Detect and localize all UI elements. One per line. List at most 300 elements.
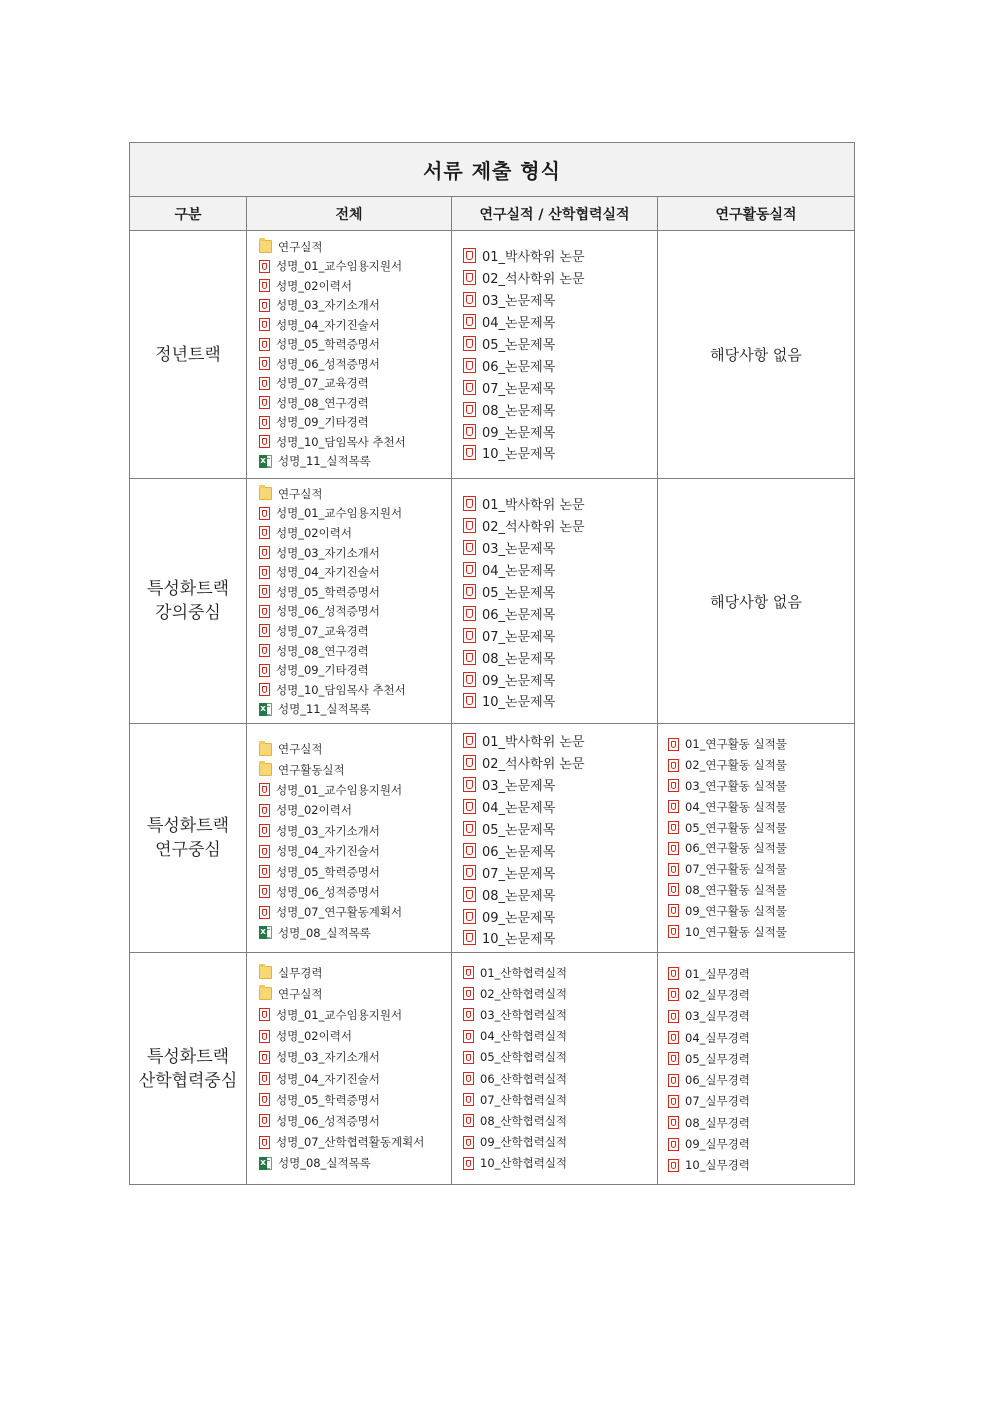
pdf-icon — [463, 777, 476, 792]
file-item — [452, 245, 657, 267]
file-name: 06_연구활동 실적물 — [685, 841, 787, 856]
file-item — [247, 393, 451, 413]
file-name: 성명_09_기타경력 — [276, 663, 369, 678]
file-name: 성명_09_기타경력 — [276, 415, 369, 430]
file-name: 10_산학협력실적 — [480, 1156, 568, 1171]
all-file-list — [247, 231, 451, 471]
excel-icon — [259, 1157, 272, 1170]
file-name: 07_논문제목 — [482, 629, 556, 645]
file-item — [247, 821, 451, 841]
excel-icon — [259, 455, 272, 468]
track-name-line: 산학협력중심 — [138, 1070, 238, 1091]
pdf-icon — [259, 1072, 270, 1085]
file-name: 01_연구활동 실적물 — [685, 737, 787, 752]
file-name: 04_논문제목 — [482, 801, 556, 817]
track-row — [130, 231, 855, 479]
pdf-icon — [259, 507, 270, 520]
pdf-icon — [668, 821, 679, 834]
file-item — [247, 739, 451, 759]
file-name: 04_실무경력 — [685, 1030, 750, 1045]
file-name: 06_논문제목 — [482, 359, 556, 375]
file-item — [247, 983, 451, 1004]
track-name-line: 특성화트랙 — [146, 1046, 230, 1067]
file-name: 01_박사학위 논문 — [482, 250, 585, 266]
pdf-icon — [463, 966, 474, 979]
all-file-list — [247, 953, 451, 1174]
file-item — [658, 838, 854, 859]
pdf-icon — [668, 738, 679, 751]
file-name: 성명_06_성적증명서 — [276, 884, 380, 899]
file-name: 06_실무경력 — [685, 1073, 750, 1088]
pdf-icon — [463, 518, 476, 533]
file-item — [452, 493, 657, 515]
pdf-icon — [259, 783, 270, 796]
file-item — [452, 752, 657, 774]
header-all: 전체 — [247, 197, 452, 231]
file-item — [452, 267, 657, 289]
file-name: 성명_07_교육경력 — [276, 623, 369, 638]
file-item — [658, 1069, 854, 1090]
pdf-icon — [259, 1051, 270, 1064]
folder-icon — [259, 487, 272, 500]
pdf-icon — [668, 883, 679, 896]
pdf-icon — [668, 863, 679, 876]
file-name: 05_산학협력실적 — [480, 1050, 568, 1065]
file-item — [247, 602, 451, 622]
pdf-icon — [463, 693, 476, 708]
pdf-icon — [463, 248, 476, 263]
file-name: 06_논문제목 — [482, 607, 556, 623]
file-item — [452, 774, 657, 796]
folder-icon — [259, 763, 272, 776]
pdf-icon — [668, 1074, 679, 1087]
pdf-icon — [259, 526, 270, 539]
pdf-icon — [463, 402, 476, 417]
pdf-icon — [668, 1159, 679, 1172]
file-item — [452, 905, 657, 927]
track-name-cell — [130, 953, 247, 1185]
track-name-cell — [130, 231, 247, 479]
pdf-icon — [463, 584, 476, 599]
pdf-icon — [259, 1136, 270, 1149]
file-item — [247, 237, 451, 257]
pdf-icon — [259, 357, 270, 370]
file-item — [247, 962, 451, 983]
file-name: 성명_10_담임목사 추천서 — [276, 434, 406, 449]
file-name: 01_박사학위 논문 — [482, 735, 585, 751]
folder-icon — [259, 966, 272, 979]
file-item — [452, 1068, 657, 1089]
file-name: 09_실무경력 — [685, 1137, 750, 1152]
file-name: 성명_07_연구활동계획서 — [276, 905, 403, 920]
file-item — [658, 817, 854, 838]
file-item — [658, 900, 854, 921]
activities-file-list — [658, 724, 854, 942]
file-item — [452, 289, 657, 311]
results-file-list — [452, 231, 657, 464]
pdf-icon — [668, 1095, 679, 1108]
file-name: 10_논문제목 — [482, 695, 556, 711]
pdf-icon — [259, 416, 270, 429]
file-name: 04_논문제목 — [482, 316, 556, 332]
file-name: 성명_01_교수임용지원서 — [276, 1007, 403, 1022]
track-name-line: 정년트랙 — [155, 344, 221, 365]
activities-none-cell — [658, 231, 855, 479]
activities-cell — [658, 953, 855, 1185]
file-item — [247, 1026, 451, 1047]
pdf-icon — [259, 605, 270, 618]
file-item — [247, 923, 451, 943]
all-files-cell — [247, 231, 452, 479]
file-item — [247, 1110, 451, 1131]
file-name: 10_논문제목 — [482, 932, 556, 948]
pdf-icon — [259, 396, 270, 409]
file-name: 성명_06_성적증명서 — [276, 604, 380, 619]
track-row — [130, 479, 855, 724]
file-item — [658, 1048, 854, 1069]
file-name: 07_실무경력 — [685, 1094, 750, 1109]
file-item — [658, 963, 854, 984]
file-name: 03_산학협력실적 — [480, 1007, 568, 1022]
pdf-icon — [463, 1093, 474, 1106]
file-item — [452, 398, 657, 420]
track-name-line: 연구중심 — [155, 840, 221, 860]
pdf-icon — [668, 1116, 679, 1129]
pdf-icon — [463, 445, 476, 460]
pdf-icon — [259, 1008, 270, 1021]
file-item — [247, 296, 451, 316]
excel-icon — [259, 703, 272, 716]
pdf-icon — [259, 318, 270, 331]
file-name: 연구실적 — [278, 486, 323, 501]
folder-icon — [259, 987, 272, 1000]
header-category: 구분 — [130, 197, 247, 231]
file-name: 09_연구활동 실적물 — [685, 903, 787, 918]
pdf-icon — [463, 733, 476, 748]
track-name-cell — [130, 479, 247, 724]
file-item — [658, 859, 854, 880]
pdf-icon — [668, 925, 679, 938]
file-name: 08_논문제목 — [482, 403, 556, 419]
file-name: 06_산학협력실적 — [480, 1071, 568, 1086]
folder-icon — [259, 743, 272, 756]
file-item — [247, 452, 451, 472]
track-row — [130, 953, 855, 1185]
file-item — [452, 1089, 657, 1110]
file-name: 성명_08_연구경력 — [276, 395, 369, 410]
all-file-list — [247, 724, 451, 943]
file-item — [247, 504, 451, 524]
results-cell — [452, 953, 658, 1185]
pdf-icon — [259, 865, 270, 878]
pdf-icon — [668, 967, 679, 980]
pdf-icon — [463, 865, 476, 880]
file-name: 09_논문제목 — [482, 673, 556, 689]
file-name: 10_논문제목 — [482, 447, 556, 463]
file-item — [452, 1026, 657, 1047]
file-item — [452, 559, 657, 581]
file-item — [452, 515, 657, 537]
file-item — [247, 861, 451, 881]
file-item — [452, 1132, 657, 1153]
pdf-icon — [463, 1136, 474, 1149]
file-name: 02_실무경력 — [685, 987, 750, 1002]
file-item — [452, 883, 657, 905]
file-name: 성명_04_자기진술서 — [276, 565, 380, 580]
file-item — [247, 1132, 451, 1153]
file-item — [247, 680, 451, 700]
file-name: 성명_04_자기진술서 — [276, 844, 380, 859]
pdf-icon — [463, 887, 476, 902]
file-name: 성명_06_성적증명서 — [276, 356, 380, 371]
pdf-icon — [668, 1031, 679, 1044]
pdf-icon — [668, 1138, 679, 1151]
pdf-icon — [259, 664, 270, 677]
file-item — [247, 374, 451, 394]
file-item — [658, 755, 854, 776]
file-name: 02_석사학위 논문 — [482, 272, 585, 288]
pdf-icon — [668, 759, 679, 772]
file-item — [247, 562, 451, 582]
file-item — [658, 1112, 854, 1133]
file-name: 07_논문제목 — [482, 866, 556, 882]
pdf-icon — [259, 1093, 270, 1106]
pdf-icon — [259, 279, 270, 292]
file-name: 연구활동실적 — [278, 762, 345, 777]
pdf-icon — [668, 1052, 679, 1065]
file-item — [247, 800, 451, 820]
file-name: 08_논문제목 — [482, 888, 556, 904]
file-item — [452, 927, 657, 949]
track-name-line: 강의중심 — [155, 603, 221, 623]
file-item — [452, 354, 657, 376]
file-name: 성명_06_성적증명서 — [276, 1113, 380, 1128]
file-item — [247, 257, 451, 277]
file-item — [452, 1110, 657, 1131]
file-item — [247, 276, 451, 296]
file-item — [247, 759, 451, 779]
file-item — [452, 376, 657, 398]
pdf-icon — [463, 540, 476, 555]
file-item — [452, 730, 657, 752]
file-name: 성명_03_자기소개서 — [276, 1050, 380, 1065]
file-name: 01_산학협력실적 — [480, 965, 568, 980]
file-item — [452, 818, 657, 840]
file-item — [452, 861, 657, 883]
pdf-icon — [259, 546, 270, 559]
file-item — [247, 641, 451, 661]
file-name: 04_연구활동 실적물 — [685, 799, 787, 814]
pdf-icon — [668, 988, 679, 1001]
file-name: 03_논문제목 — [482, 779, 556, 795]
pdf-icon — [259, 1114, 270, 1127]
pdf-icon — [259, 906, 270, 919]
pdf-icon — [668, 904, 679, 917]
results-cell — [452, 231, 658, 479]
pdf-icon — [259, 260, 270, 273]
file-name: 09_논문제목 — [482, 425, 556, 441]
file-item — [452, 796, 657, 818]
file-item — [658, 921, 854, 942]
file-name: 04_논문제목 — [482, 564, 556, 580]
track-row — [130, 724, 855, 953]
file-name: 02_연구활동 실적물 — [685, 758, 787, 773]
header-results: 연구실적 / 산학협력실적 — [452, 197, 658, 231]
pdf-icon — [463, 799, 476, 814]
file-name: 성명_08_실적목록 — [278, 1156, 371, 1171]
file-item — [452, 690, 657, 712]
file-name: 성명_05_학력증명서 — [276, 337, 380, 352]
file-item — [658, 1006, 854, 1027]
pdf-icon — [463, 821, 476, 836]
all-files-cell — [247, 724, 452, 953]
pdf-icon — [259, 885, 270, 898]
pdf-icon — [259, 377, 270, 390]
file-item — [247, 841, 451, 861]
pdf-icon — [259, 585, 270, 598]
pdf-icon — [463, 1072, 474, 1085]
file-name: 06_논문제목 — [482, 844, 556, 860]
pdf-icon — [668, 800, 679, 813]
file-name: 성명_11_실적목록 — [278, 454, 371, 469]
file-item — [452, 311, 657, 333]
file-name: 실무경력 — [278, 965, 323, 980]
file-name: 02_석사학위 논문 — [482, 520, 585, 536]
file-item — [658, 880, 854, 901]
activities-cell — [658, 724, 855, 953]
results-file-list — [452, 953, 657, 1174]
activities-file-list — [658, 953, 854, 1176]
pdf-icon — [463, 843, 476, 858]
file-name: 연구실적 — [278, 986, 323, 1001]
results-cell — [452, 724, 658, 953]
file-name: 07_산학협력실적 — [480, 1092, 568, 1107]
file-name: 성명_01_교수임용지원서 — [276, 782, 403, 797]
pdf-icon — [463, 755, 476, 770]
pdf-icon — [463, 336, 476, 351]
file-name: 05_논문제목 — [482, 823, 556, 838]
file-item — [452, 442, 657, 464]
file-item — [247, 1004, 451, 1025]
file-item — [452, 668, 657, 690]
pdf-icon — [463, 909, 476, 924]
file-name: 성명_02이력서 — [276, 803, 352, 818]
file-item — [247, 1068, 451, 1089]
file-name: 01_박사학위 논문 — [482, 498, 585, 514]
pdf-icon — [259, 845, 270, 858]
file-item — [658, 734, 854, 755]
pdf-icon — [463, 1114, 474, 1127]
file-item — [452, 537, 657, 559]
file-item — [247, 621, 451, 641]
pdf-icon — [463, 606, 476, 621]
file-name: 09_논문제목 — [482, 910, 556, 926]
file-item — [247, 780, 451, 800]
file-name: 03_논문제목 — [482, 542, 556, 558]
pdf-icon — [463, 650, 476, 665]
file-name: 성명_05_학력증명서 — [276, 1092, 380, 1107]
pdf-icon — [463, 628, 476, 643]
all-files-cell — [247, 479, 452, 724]
file-name: 03_연구활동 실적물 — [685, 778, 787, 793]
file-item — [247, 902, 451, 922]
file-name: 성명_08_실적목록 — [278, 925, 371, 940]
pdf-icon — [259, 338, 270, 351]
file-name: 04_산학협력실적 — [480, 1029, 568, 1044]
file-name: 연구실적 — [278, 239, 323, 254]
file-item — [247, 523, 451, 543]
header-row — [130, 197, 855, 231]
file-item — [658, 1091, 854, 1112]
file-item — [247, 432, 451, 452]
pdf-icon — [259, 824, 270, 837]
file-item — [452, 420, 657, 442]
results-file-list — [452, 724, 657, 949]
not-applicable-text: 해당사항 없음 — [710, 592, 802, 611]
file-item — [452, 581, 657, 603]
pdf-icon — [668, 779, 679, 792]
file-name: 성명_02이력서 — [276, 1029, 352, 1044]
file-name: 05_연구활동 실적물 — [685, 820, 787, 835]
pdf-icon — [463, 424, 476, 439]
file-item — [247, 315, 451, 335]
file-item — [452, 624, 657, 646]
pdf-icon — [259, 644, 270, 657]
file-name: 03_논문제목 — [482, 294, 556, 310]
file-item — [452, 1004, 657, 1025]
file-name: 성명_05_학력증명서 — [276, 584, 380, 599]
pdf-icon — [463, 496, 476, 511]
pdf-icon — [463, 987, 474, 1000]
file-name: 10_연구활동 실적물 — [685, 924, 787, 939]
track-name-line: 특성화트랙 — [146, 816, 230, 836]
file-name: 성명_03_자기소개서 — [276, 298, 380, 313]
file-item — [247, 1153, 451, 1174]
file-item — [452, 1047, 657, 1068]
pdf-icon — [259, 683, 270, 696]
file-name: 08_논문제목 — [482, 651, 556, 667]
file-name: 05_논문제목 — [482, 338, 556, 353]
pdf-icon — [463, 562, 476, 577]
pdf-icon — [259, 624, 270, 637]
title-row — [130, 143, 855, 197]
file-name: 01_실무경력 — [685, 966, 750, 981]
file-name: 성명_10_담임목사 추천서 — [276, 682, 406, 697]
table-title: 서류 제출 형식 — [130, 143, 855, 197]
pdf-icon — [463, 1157, 474, 1170]
file-item — [452, 602, 657, 624]
pdf-icon — [463, 1030, 474, 1043]
file-name: 성명_03_자기소개서 — [276, 545, 380, 560]
file-item — [452, 1153, 657, 1174]
file-name: 성명_03_자기소개서 — [276, 823, 380, 838]
file-item — [658, 1155, 854, 1176]
results-cell — [452, 479, 658, 724]
header-activities: 연구활동실적 — [658, 197, 855, 231]
file-name: 성명_01_교수임용지원서 — [276, 259, 403, 274]
file-item — [247, 700, 451, 720]
file-item — [247, 882, 451, 902]
file-item — [658, 984, 854, 1005]
file-name: 02_산학협력실적 — [480, 986, 568, 1001]
pdf-icon — [463, 292, 476, 307]
pdf-icon — [463, 1051, 474, 1064]
file-name: 성명_11_실적목록 — [278, 702, 371, 717]
track-name-line: 특성화트랙 — [146, 579, 230, 599]
pdf-icon — [463, 380, 476, 395]
file-name: 성명_02이력서 — [276, 525, 352, 540]
file-item — [247, 1047, 451, 1068]
